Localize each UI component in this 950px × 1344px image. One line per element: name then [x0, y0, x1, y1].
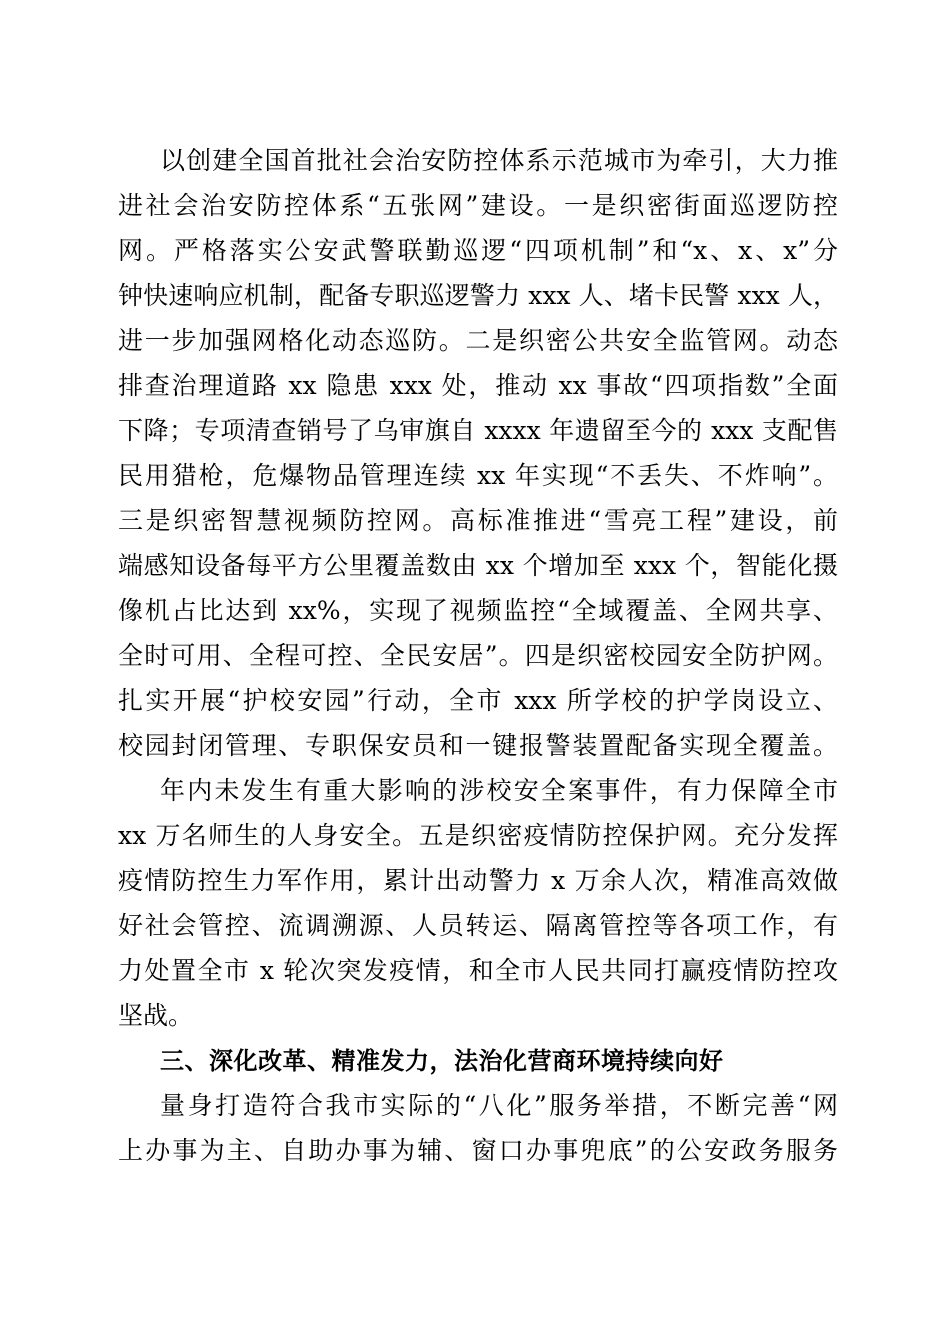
- paragraph-1-line-12: 全时可用、全程可控、全民安居”。四是织密校园安全防护网。: [118, 641, 838, 670]
- paragraph-2-line-2: xx 万名师生的人身安全。五是织密疫情防控保护网。充分发挥: [118, 821, 838, 850]
- paragraph-2-line-1: 年内未发生有重大影响的涉校安全案事件，有力保障全市: [160, 776, 838, 805]
- paragraph-1-line-6: 排查治理道路 xx 隐患 xxx 处，推动 xx 事故“四项指数”全面: [118, 371, 838, 400]
- paragraph-1-line-14: 校园封闭管理、专职保安员和一键报警装置配备实现全覆盖。: [118, 731, 838, 760]
- paragraph-3-line-2: 上办事为主、自助办事为辅、窗口办事兜底”的公安政务服务: [118, 1136, 838, 1165]
- paragraph-1-line-4: 钟快速响应机制，配备专职巡逻警力 xxx 人、堵卡民警 xxx 人，: [118, 281, 838, 310]
- paragraph-1-line-7: 下降；专项清查销号了乌审旗自 xxxx 年遗留至今的 xxx 支配售: [118, 416, 838, 445]
- paragraph-2-line-5: 力处置全市 x 轮次突发疫情，和全市人民共同打赢疫情防控攻: [118, 956, 838, 985]
- paragraph-1-line-8: 民用猎枪，危爆物品管理连续 xx 年实现“不丢失、不炸响”。: [118, 461, 838, 490]
- paragraph-1-line-1: 以创建全国首批社会治安防控体系示范城市为牵引，大力推: [160, 146, 838, 175]
- section-heading: 三、深化改革、精准发力，法治化营商环境持续向好: [160, 1047, 724, 1075]
- paragraph-3-line-1: 量身打造符合我市实际的“八化”服务举措，不断完善“网: [160, 1091, 838, 1120]
- paragraph-1-line-3: 网。严格落实公安武警联勤巡逻“四项机制”和“x、x、x”分: [118, 236, 838, 265]
- paragraph-1-line-10: 端感知设备每平方公里覆盖数由 xx 个增加至 xxx 个，智能化摄: [118, 551, 838, 580]
- paragraph-1-line-11: 像机占比达到 xx%，实现了视频监控“全域覆盖、全网共享、: [118, 596, 838, 625]
- paragraph-1-line-5: 进一步加强网格化动态巡防。二是织密公共安全监管网。动态: [118, 326, 838, 355]
- paragraph-1-line-13: 扎实开展“护校安园”行动，全市 xxx 所学校的护学岗设立、: [118, 686, 838, 715]
- paragraph-2-line-6: 坚战。: [118, 1001, 194, 1030]
- paragraph-1-line-9: 三是织密智慧视频防控网。高标准推进“雪亮工程”建设，前: [118, 506, 838, 535]
- paragraph-2-line-3: 疫情防控生力军作用，累计出动警力 x 万余人次，精准高效做: [118, 866, 838, 895]
- paragraph-1-line-2: 进社会治安防控体系“五张网”建设。一是织密街面巡逻防控: [118, 191, 838, 220]
- paragraph-2-line-4: 好社会管控、流调溯源、人员转运、隔离管控等各项工作，有: [118, 911, 838, 940]
